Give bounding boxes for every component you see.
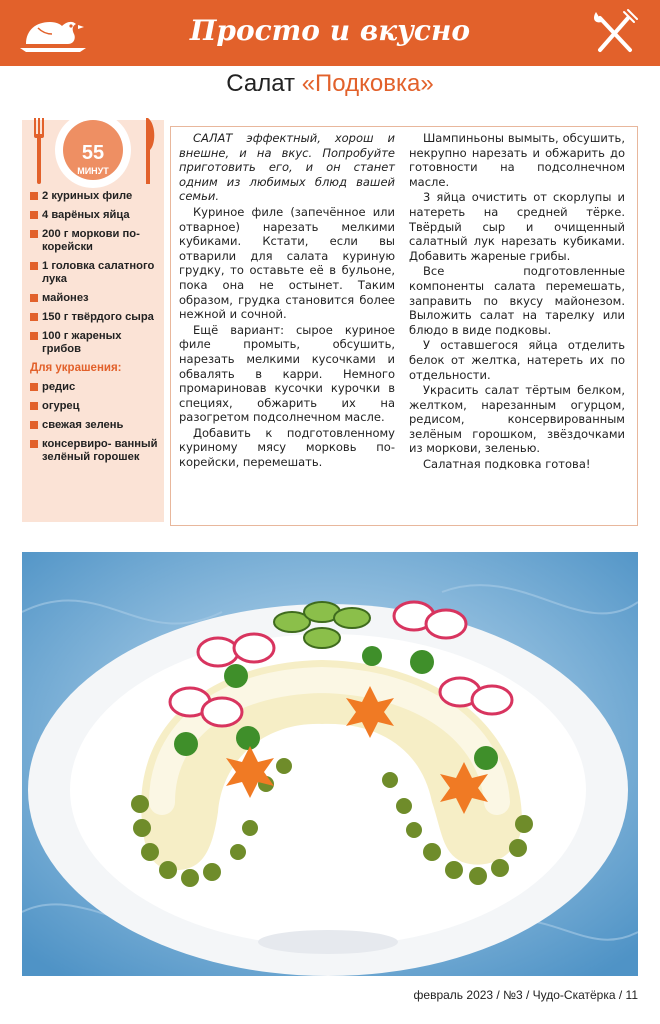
- list-item: свежая зелень: [30, 419, 162, 432]
- list-item: огурец: [30, 400, 162, 413]
- list-item: 100 г жареных грибов: [30, 330, 162, 356]
- paragraph: 3 яйца очистить от скорлупы и натереть на средней тёрке. Твёрдый сыр и очищенный салатный лук нарезать кубиками. Добавить жареные грибы.: [409, 190, 625, 263]
- bullet-square-icon: [30, 230, 38, 238]
- list-item: 1 головка салатного лука: [30, 260, 162, 286]
- fork-knife-icon: [590, 8, 640, 58]
- bullet-square-icon: [30, 421, 38, 429]
- section-title: Просто и вкусно: [189, 14, 471, 47]
- page-footer: февраль 2023 / №3 / Чудо-Скатёрка / 11: [413, 988, 638, 1002]
- intro-paragraph: САЛАТ эффектный, хорош и внешне, и на вкус. Попробуйте приготовить его, и он станет одним из любимых блюд вашей семьи.: [179, 131, 395, 204]
- list-item: майонез: [30, 292, 162, 305]
- time-unit: МИНУТ: [77, 166, 109, 176]
- bullet-square-icon: [30, 313, 38, 321]
- decoration-heading: Для украшения:: [30, 362, 122, 374]
- recipe-title-prefix: Салат: [226, 70, 302, 97]
- paragraph: Украсить салат тёртым белком, желтком, нарезанным огурцом, редисом, консервированным зелёным горошком, звёздочками из моркови, зеленью.: [409, 383, 625, 456]
- bullet-square-icon: [30, 294, 38, 302]
- paragraph: Куриное филе (запечённое или отварное) нарезать мелкими кубиками. Кстати, если вы отварили для салата куриную грудку, то оставьте её в бульоне, пока она не остынет. Таким образом, грудка становится более нежной и сочной.: [179, 204, 395, 322]
- paragraph: Добавить к подготовленному куриному мясу морковь по-корейски, перемешать.: [179, 425, 395, 470]
- list-item: 200 г моркови по-корейски: [30, 228, 162, 254]
- recipe-text-box: [170, 126, 638, 526]
- text-column-right: [409, 131, 625, 473]
- list-item: консервиро- ванный зелёный горошек: [30, 438, 162, 464]
- list-item: 4 варёных яйца: [30, 209, 162, 222]
- time-value: 55: [81, 142, 105, 164]
- paragraph: Ещё вариант: сырое куриное филе промыть, обсушить, нарезать мелкими кусочками и обвалять в карри. Немного промариновав кусочки курочки в специях, обжарить их на разогретом подсолнечном масле.: [179, 322, 395, 425]
- list-item: 2 куриных филе: [30, 190, 162, 203]
- horseshoe-salad-illustration: [22, 552, 638, 976]
- paragraph: Салатная подковка готова!: [423, 457, 591, 472]
- paragraph: Все подготовленные компоненты салата перемешать, заправить по вкусу майонезом. Выложить салат на тарелку или блюдо в виде подковы.: [409, 264, 625, 337]
- salad-photo: [22, 552, 638, 976]
- paragraph: Шампиньоны вымыть, обсушить, некрупно нарезать и обжарить до готовности на подсолнечном масле.: [409, 131, 625, 189]
- ingredient-list: [30, 190, 162, 470]
- text-column-left: [179, 131, 395, 471]
- list-item: 150 г твёрдого сыра: [30, 311, 162, 324]
- recipe-title-accent: «Подковка»: [301, 70, 434, 97]
- bullet-square-icon: [30, 192, 38, 200]
- ingredients-panel: [22, 120, 164, 522]
- bullet-square-icon: [30, 440, 38, 448]
- list-item: редис: [30, 381, 162, 394]
- bullet-square-icon: [30, 402, 38, 410]
- header-band: [0, 0, 660, 66]
- bullet-square-icon: [30, 383, 38, 391]
- bullet-square-icon: [30, 332, 38, 340]
- bullet-square-icon: [30, 211, 38, 219]
- bullet-square-icon: [30, 262, 38, 270]
- recipe-title: [0, 70, 660, 98]
- paragraph: У оставшегося яйца отделить белок от желтка, натереть их по отдельности.: [409, 338, 625, 382]
